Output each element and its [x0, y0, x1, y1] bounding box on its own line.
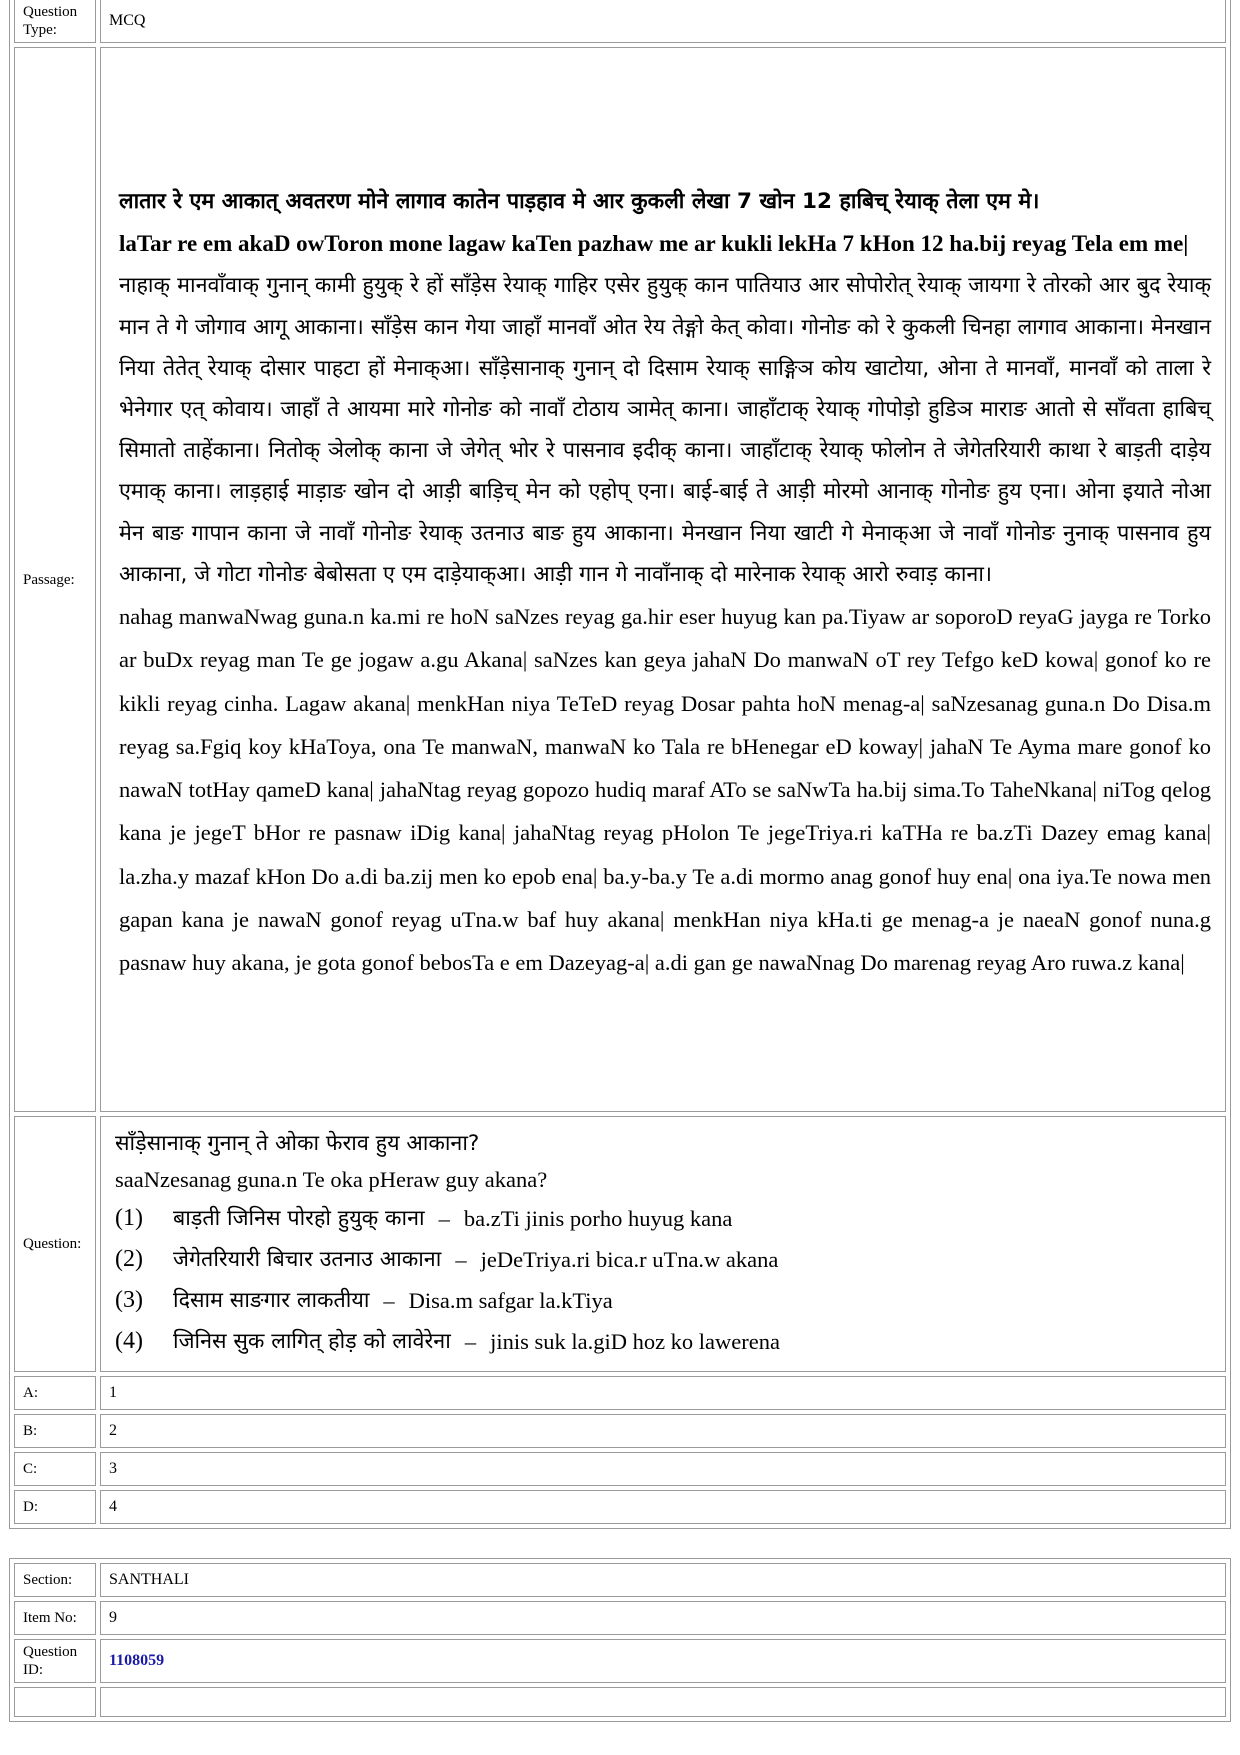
answer-row-a — [14, 1376, 1226, 1410]
passage-instruction-devanagari: लातार रे एम आकात् अवतरण मोने लागाव कातेन पाड़हाव मे आर कुकली लेखा 7 खोन 12 हाबिच् रेयाक् तेला एम मे। — [119, 189, 1040, 215]
option-1 — [115, 1198, 1213, 1239]
next-row-value — [100, 1687, 1226, 1717]
answer-row-c — [14, 1452, 1226, 1486]
option-4-number: (4) — [115, 1328, 143, 1354]
answer-d-label: D: — [14, 1490, 96, 1524]
option-3-number: (3) — [115, 1287, 143, 1313]
next-row-label — [14, 1687, 96, 1717]
answer-row-b — [14, 1414, 1226, 1448]
option-1-devanagari: बाड़ती जिनिस पोरहो हुयुक् काना — [173, 1206, 425, 1231]
question-text-devanagari: साँड़ेसानाक् गुनान् ते ओका फेराव हुय आकाना? — [115, 1131, 480, 1156]
question-type-row — [14, 0, 1226, 43]
option-1-number: (1) — [115, 1205, 143, 1231]
option-2-roman: jeDeTriya.ri bica.r uTna.w akana — [480, 1247, 779, 1272]
option-1-roman: ba.zTi jinis porho huyug kana — [463, 1206, 733, 1231]
question-row — [14, 1116, 1226, 1372]
answer-b-value: 2 — [100, 1414, 1226, 1448]
option-2-devanagari: जेगेतरियारी बिचार उतनाउ आकाना — [173, 1247, 442, 1272]
passage-body-devanagari: नाहाक् मानवाँवाक् गुनान् कामी हुयुक् रे हों साँड़ेस रेयाक् गाहिर एसेर हुयुक् कान पातियाउ आर सोपोरोत् रेयाक् जायगा रे तोरको आर बुद रेयाक् मान ते गे जोगाव आगू आकाना। साँड़ेस कान गेया जाहाँ मानवाँ ओत रेय तेङ्गो केत् कोवा। गोनोङ को रे कुकली चिनहा लागाव आकाना। मेनखान निया तेतेत् रेयाक् दोसार पाहटा हों मेनाक्आ। साँड़ेसानाक् गुनान् दो दिसाम रेयाक् साङ्गिञ कोय खाटोया, ओना ते मानवाँ, मानवाँ को ताला रे भेनेगार एत् कोवाय। जाहाँ ते आयमा मारे गोनोङ को नावाँ टोठाय ञामेत् काना। जाहाँटाक् रेयाक् गोपोड़ो हुडिञ माराङ आतो से साँवता हाबिच् सिमातो ताहेंकाना। नितोक् ञेलोक् काना जे जेगेत् भोर रे पासनाव इदीक् काना। जाहाँटाक् रेयाक् फोलोन ते जेगेतरियारी काथा रे बाड़ती दाड़ेय एमाक् काना। लाड़हाई माड़ाङ खोन दो आड़ी बाड़िच् मेन को एहोप् एना। बाई-बाई ते आड़ी मोरमो आनाक् गोनोङ हुय एना। ओना इयाते नोआ मेन बाङ गापान काना जे नावाँ गोनोङ रेयाक् उतनाउ बाङ हुय आकाना। मेनखान निया खाटी गे मेनाक्आ जे नावाँ गोनोङ नुनाक् पासनाव हुय आकाना, जे गोटा गोनोङ बेबोसता ए एम दाड़ेयाक्आ। आड़ी गान गे नावाँनाक् दो मारेनाक रेयाक् आरो रुवाड़ काना। — [119, 273, 1211, 587]
question-text-roman: saaNzesanag guna.n Te oka pHeraw guy akana? — [115, 1167, 548, 1192]
passage-row — [14, 47, 1226, 1112]
option-4-devanagari: जिनिस सुक लागित् होड़ को लावेरेना — [173, 1329, 451, 1354]
question-type-label: Question Type: — [14, 0, 96, 43]
question-label: Question: — [14, 1116, 96, 1372]
option-3-roman: Disa.m safgar la.kTiya — [408, 1288, 613, 1313]
section-value: SANTHALI — [100, 1563, 1226, 1597]
option-4-dash: – — [464, 1329, 477, 1354]
answer-c-value: 3 — [100, 1452, 1226, 1486]
passage-body-roman: nahag manwaNwag guna.n ka.mi re hoN saNzes reyag ga.hir eser huyug kan pa.Tiyaw ar soporoD reyaG jayga re Torko ar buDx reyag man Te ge jogaw a.gu Akana| saNzes kan geya jahaN Do manwaN oT rey Tefgo keD kowa| gonof ko re kikli reyag cinha. Lagaw akana| menkHan niya TeTeD reyag Dosar pahta hoN menag-a| saNzesanag guna.n Do Disa.m reyag sa.Fgiq koy kHaToya, ona Te manwaN, manwaN ko Tala re bHenegar eD koway| jahaN Te Ayma mare gonof ko nawaN totHay qameD kana| jahaNtag reyag gopozo hudiq maraf ATo se saNwTa ha.bij sima.To TaheNkana| niTog qelog kana je jegeT bHor re pasnaw iDig kana| jahaNtag reyag pHolon Te jegeTriya.ri kaTHa re ba.zTi Dazey emag kana| la.zha.y mazaf kHon Do a.di ba.zij men ko epob ena| ba.y-ba.y Te a.di mormo anag gonof huy ena| ona iya.Te nowa men gapan kana je nawaN gonof reyag uTna.w baf huy akana| menkHan niya kHa.ti ge menag-a je naeaN gonof nuna.g pasnaw huy akana, je gota gonof bebosTa e em Dazeyag-a| a.di gan ge nawaNnag Do marenag reyag Aro ruwa.z kana| — [119, 603, 1211, 976]
option-1-dash: – — [438, 1206, 450, 1231]
question-cell — [100, 1116, 1226, 1372]
option-3-devanagari: दिसाम साङगार लाकतीया — [173, 1288, 370, 1313]
meta-table — [9, 1558, 1231, 1722]
question-table — [9, 0, 1231, 1529]
option-3 — [115, 1280, 1213, 1321]
passage-instruction-roman: laTar re em akaD owToron mone lagaw kaTen pazhaw me ar kukli lekHa 7 kHon 12 ha.bij reyag Tela em me| — [119, 231, 1189, 257]
question-id-row — [14, 1639, 1226, 1683]
option-2 — [115, 1239, 1213, 1280]
option-2-number: (2) — [115, 1246, 143, 1272]
question-type-value: MCQ — [100, 0, 1226, 43]
answer-a-value: 1 — [100, 1376, 1226, 1410]
section-row — [14, 1563, 1226, 1597]
option-4-roman: jinis suk la.giD hoz ko lawerena — [490, 1329, 780, 1354]
item-no-label: Item No: — [14, 1601, 96, 1635]
item-no-row — [14, 1601, 1226, 1635]
answer-row-d — [14, 1490, 1226, 1524]
question-id-label: Question ID: — [14, 1639, 96, 1683]
answer-a-label: A: — [14, 1376, 96, 1410]
question-id-value: 1108059 — [100, 1639, 1226, 1683]
option-3-dash: – — [383, 1288, 395, 1313]
section-label: Section: — [14, 1563, 96, 1597]
passage-cell — [100, 47, 1226, 1112]
next-row-partial — [14, 1687, 1226, 1717]
answer-d-value: 4 — [100, 1490, 1226, 1524]
option-2-dash: – — [455, 1247, 467, 1272]
answer-b-label: B: — [14, 1414, 96, 1448]
item-no-value: 9 — [100, 1601, 1226, 1635]
answer-c-label: C: — [14, 1452, 96, 1486]
passage-label: Passage: — [14, 47, 96, 1112]
option-4 — [115, 1321, 1213, 1362]
